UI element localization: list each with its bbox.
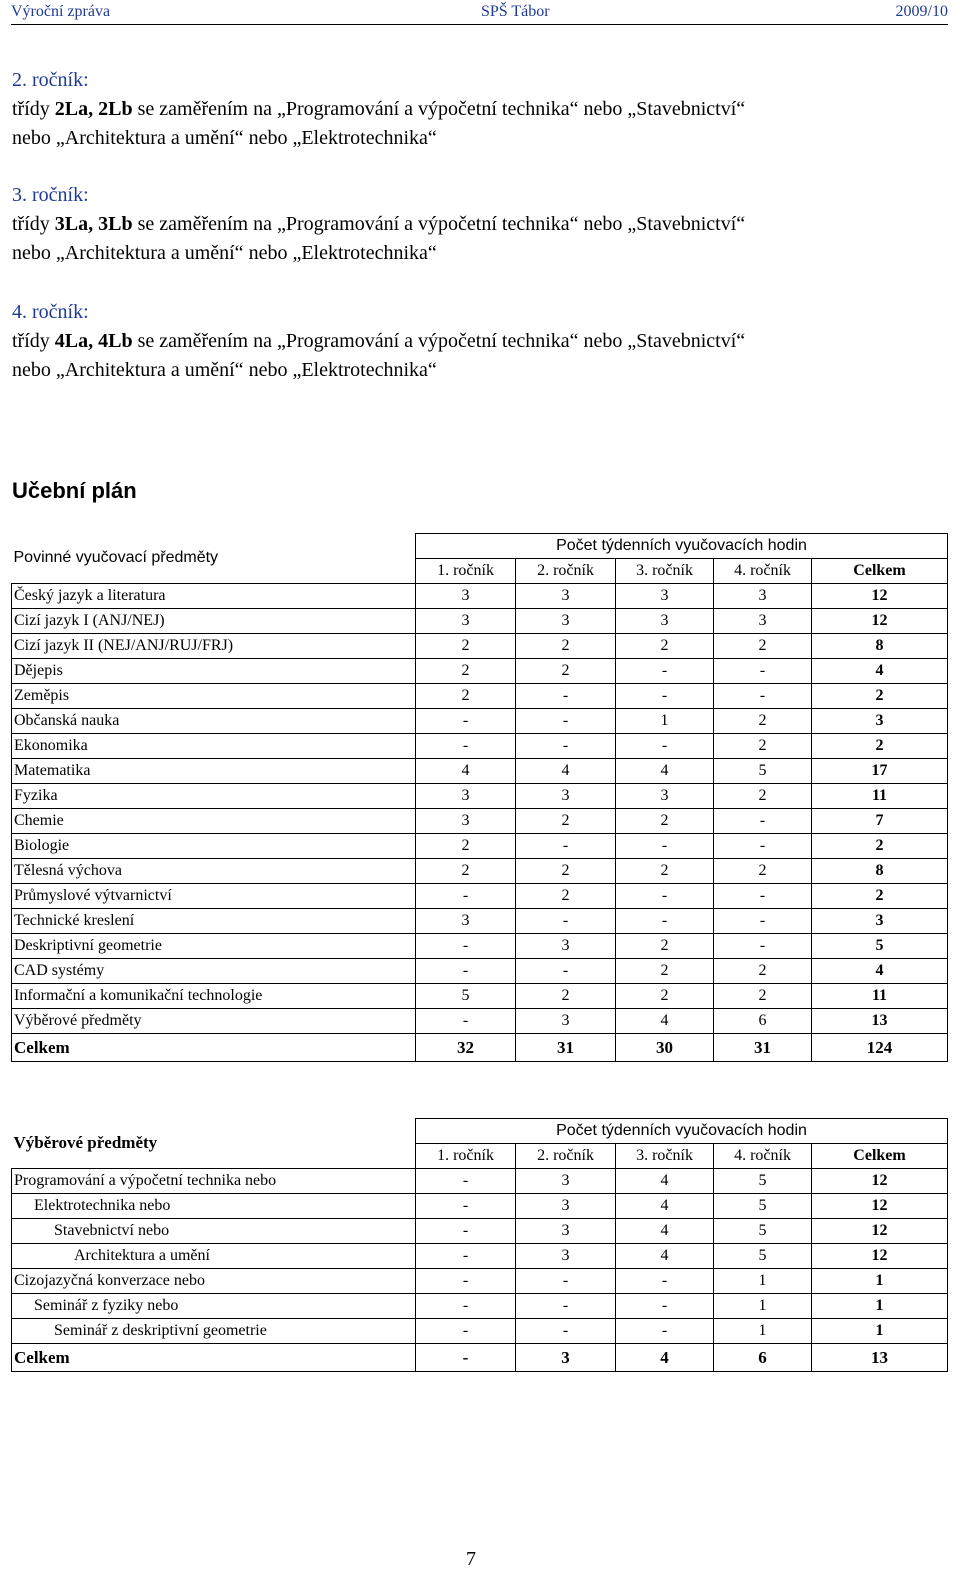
curriculum-table	[11, 533, 948, 1062]
column-header: 4. ročník	[714, 1144, 812, 1169]
hours-cell: 5	[714, 1169, 812, 1194]
hours-cell: 3	[416, 784, 516, 809]
hours-cell: 2	[516, 634, 616, 659]
hours-cell: 12	[812, 1194, 948, 1219]
table-row	[12, 1169, 948, 1194]
hours-cell: 3	[812, 709, 948, 734]
hours-cell: -	[416, 1294, 516, 1319]
subject-cell: Zeměpis	[12, 684, 416, 709]
hours-cell: 2	[714, 734, 812, 759]
total-row	[12, 1034, 948, 1062]
hours-cell: 12	[812, 609, 948, 634]
hours-cell: -	[616, 659, 714, 684]
grade-block-3	[12, 181, 942, 268]
table-row	[12, 859, 948, 884]
electives-table	[11, 1118, 948, 1372]
hours-cell: 2	[812, 834, 948, 859]
hours-cell: 2	[516, 859, 616, 884]
total-cell: 32	[416, 1034, 516, 1062]
grade-block-4	[12, 298, 942, 385]
hours-cell: -	[714, 659, 812, 684]
table-row	[12, 634, 948, 659]
column-header: 1. ročník	[416, 559, 516, 584]
subject-cell: Průmyslové výtvarnictví	[12, 884, 416, 909]
hours-cell: 13	[812, 1009, 948, 1034]
table-row	[12, 884, 948, 909]
subject-cell: Chemie	[12, 809, 416, 834]
hours-cell: 2	[714, 709, 812, 734]
hours-cell: -	[616, 1294, 714, 1319]
hours-cell: 2	[616, 984, 714, 1009]
total-cell: 13	[812, 1344, 948, 1372]
hours-cell: 2	[416, 834, 516, 859]
hours-cell: 3	[714, 609, 812, 634]
hours-cell: 11	[812, 984, 948, 1009]
hours-cell: 3	[416, 909, 516, 934]
hours-cell: 3	[616, 784, 714, 809]
subject-cell: Tělesná výchova	[12, 859, 416, 884]
header-middle: SPŠ Tábor	[481, 3, 550, 20]
hours-cell: 1	[714, 1294, 812, 1319]
hours-cell: 6	[714, 1009, 812, 1034]
hours-cell: -	[516, 684, 616, 709]
hours-cell: 4	[616, 759, 714, 784]
table-row	[12, 1194, 948, 1219]
hours-cell: 5	[714, 1194, 812, 1219]
hours-cell: 1	[714, 1269, 812, 1294]
table-row	[12, 959, 948, 984]
hours-cell: 2	[616, 934, 714, 959]
table-row	[12, 609, 948, 634]
subject-cell: Stavebnictví nebo	[12, 1219, 416, 1244]
column-header: Celkem	[812, 1144, 948, 1169]
table-row	[12, 784, 948, 809]
hours-cell: -	[416, 1244, 516, 1269]
hours-cell: 2	[516, 984, 616, 1009]
hours-cell: 2	[416, 859, 516, 884]
hours-cell: 2	[516, 809, 616, 834]
hours-cell: 4	[416, 759, 516, 784]
total-cell: 30	[616, 1034, 714, 1062]
column-header-subjects: Povinné vyučovací předměty	[12, 534, 416, 584]
table-row	[12, 984, 948, 1009]
hours-cell: -	[416, 1269, 516, 1294]
hours-cell: 4	[616, 1009, 714, 1034]
hours-cell: -	[416, 709, 516, 734]
column-header: 3. ročník	[616, 1144, 714, 1169]
hours-cell: 3	[616, 609, 714, 634]
hours-cell: -	[714, 884, 812, 909]
hours-cell: -	[516, 909, 616, 934]
hours-cell: 3	[416, 584, 516, 609]
subject-cell: Občanská nauka	[12, 709, 416, 734]
total-cell: -	[416, 1344, 516, 1372]
hours-cell: 3	[516, 1244, 616, 1269]
table-row	[12, 1319, 948, 1344]
hours-cell: -	[616, 734, 714, 759]
grade-line: třídy 3La, 3Lb se zaměřením na „Programování a výpočetní technika“ nebo „Stavebnictví“	[12, 213, 746, 235]
hours-cell: -	[416, 934, 516, 959]
hours-cell: 2	[714, 984, 812, 1009]
hours-cell: 3	[812, 909, 948, 934]
hours-cell: -	[616, 909, 714, 934]
hours-cell: -	[714, 809, 812, 834]
hours-cell: 3	[714, 584, 812, 609]
hours-cell: 12	[812, 1244, 948, 1269]
column-header: 3. ročník	[616, 559, 714, 584]
subject-cell: Elektrotechnika nebo	[12, 1194, 416, 1219]
total-cell: 31	[714, 1034, 812, 1062]
hours-cell: -	[714, 934, 812, 959]
hours-cell: 2	[812, 884, 948, 909]
hours-cell: -	[516, 1319, 616, 1344]
hours-cell: 2	[714, 784, 812, 809]
hours-cell: -	[416, 1169, 516, 1194]
hours-cell: 4	[616, 1169, 714, 1194]
grade-line2: nebo „Architektura a umění“ nebo „Elektrotechnika“	[12, 127, 437, 149]
hours-cell: -	[714, 834, 812, 859]
subject-cell: Výběrové předměty	[12, 1009, 416, 1034]
hours-cell: 5	[714, 1219, 812, 1244]
hours-cell: 1	[812, 1269, 948, 1294]
hours-cell: -	[516, 834, 616, 859]
hours-cell: -	[714, 909, 812, 934]
subject-cell: CAD systémy	[12, 959, 416, 984]
table-row	[12, 734, 948, 759]
hours-cell: 2	[714, 959, 812, 984]
grade-title: 4. ročník:	[12, 301, 89, 323]
subject-cell: Fyzika	[12, 784, 416, 809]
hours-cell: -	[416, 734, 516, 759]
hours-cell: 5	[812, 934, 948, 959]
section-title: Učební plán	[12, 478, 137, 503]
table-header-row	[12, 1119, 948, 1144]
hours-cell: 2	[812, 684, 948, 709]
total-cell: 3	[516, 1344, 616, 1372]
page-number: 7	[466, 1548, 476, 1570]
table-row	[12, 659, 948, 684]
subject-cell: Architektura a umění	[12, 1244, 416, 1269]
hours-cell: 2	[516, 884, 616, 909]
hours-cell: -	[616, 1319, 714, 1344]
column-header: 2. ročník	[516, 559, 616, 584]
hours-cell: 4	[616, 1219, 714, 1244]
table-header-row	[12, 534, 948, 559]
hours-cell: -	[516, 959, 616, 984]
grade-line2: nebo „Architektura a umění“ nebo „Elektrotechnika“	[12, 242, 437, 264]
table-row	[12, 759, 948, 784]
hours-cell: 4	[812, 659, 948, 684]
subject-cell: Matematika	[12, 759, 416, 784]
hours-cell: 12	[812, 1169, 948, 1194]
hours-cell: -	[416, 1194, 516, 1219]
hours-cell: -	[616, 1269, 714, 1294]
hours-cell: -	[714, 684, 812, 709]
hours-cell: 1	[812, 1319, 948, 1344]
hours-cell: 8	[812, 859, 948, 884]
hours-cell: 8	[812, 634, 948, 659]
column-group-header: Počet týdenních vyučovacích hodin	[416, 1119, 948, 1144]
hours-cell: 2	[616, 634, 714, 659]
table-row	[12, 809, 948, 834]
hours-cell: -	[416, 1009, 516, 1034]
subject-cell: Cizí jazyk II (NEJ/ANJ/RUJ/FRJ)	[12, 634, 416, 659]
hours-cell: -	[616, 884, 714, 909]
subject-cell: Ekonomika	[12, 734, 416, 759]
total-cell: 6	[714, 1344, 812, 1372]
subject-cell: Cizojazyčná konverzace nebo	[12, 1269, 416, 1294]
hours-cell: 2	[416, 684, 516, 709]
hours-cell: 3	[516, 609, 616, 634]
hours-cell: 4	[516, 759, 616, 784]
subject-cell: Seminář z fyziky nebo	[12, 1294, 416, 1319]
hours-cell: 1	[616, 709, 714, 734]
column-header: Celkem	[812, 559, 948, 584]
hours-cell: 2	[416, 659, 516, 684]
total-row	[12, 1344, 948, 1372]
table-row	[12, 684, 948, 709]
hours-cell: -	[516, 734, 616, 759]
hours-cell: 4	[616, 1194, 714, 1219]
column-header-electives: Výběrové předměty	[12, 1119, 416, 1169]
hours-cell: 3	[516, 934, 616, 959]
hours-cell: 3	[516, 1219, 616, 1244]
hours-cell: 17	[812, 759, 948, 784]
table-row	[12, 584, 948, 609]
hours-cell: 2	[714, 859, 812, 884]
hours-cell: 5	[714, 1244, 812, 1269]
hours-cell: -	[516, 709, 616, 734]
hours-cell: 4	[616, 1244, 714, 1269]
hours-cell: -	[616, 684, 714, 709]
total-cell: 4	[616, 1344, 714, 1372]
header-left: Výroční zpráva	[11, 3, 111, 20]
total-label: Celkem	[12, 1344, 416, 1372]
hours-cell: 12	[812, 584, 948, 609]
hours-cell: 3	[616, 584, 714, 609]
hours-cell: 2	[616, 959, 714, 984]
column-group-header: Počet týdenních vyučovacích hodin	[416, 534, 948, 559]
subject-cell: Dějepis	[12, 659, 416, 684]
subject-cell: Český jazyk a literatura	[12, 584, 416, 609]
grade-title: 3. ročník:	[12, 184, 89, 206]
hours-cell: 3	[516, 584, 616, 609]
table-row	[12, 1219, 948, 1244]
total-cell: 31	[516, 1034, 616, 1062]
hours-cell: -	[416, 1319, 516, 1344]
column-header: 2. ročník	[516, 1144, 616, 1169]
hours-cell: 11	[812, 784, 948, 809]
hours-cell: 4	[812, 959, 948, 984]
table-row	[12, 1269, 948, 1294]
table-row	[12, 1294, 948, 1319]
hours-cell: 2	[416, 634, 516, 659]
page-header	[11, 0, 948, 25]
hours-cell: 3	[516, 784, 616, 809]
hours-cell: -	[516, 1294, 616, 1319]
hours-cell: 5	[416, 984, 516, 1009]
hours-cell: 12	[812, 1219, 948, 1244]
table-row	[12, 834, 948, 859]
subject-cell: Seminář z deskriptivní geometrie	[12, 1319, 416, 1344]
hours-cell: 7	[812, 809, 948, 834]
hours-cell: 2	[616, 809, 714, 834]
table-row	[12, 709, 948, 734]
hours-cell: 2	[516, 659, 616, 684]
grade-line: třídy 4La, 4Lb se zaměřením na „Programování a výpočetní technika“ nebo „Stavebnictví“	[12, 330, 746, 352]
header-right: 2009/10	[895, 3, 948, 20]
column-header: 4. ročník	[714, 559, 812, 584]
hours-cell: -	[416, 959, 516, 984]
subject-cell: Biologie	[12, 834, 416, 859]
hours-cell: 2	[616, 859, 714, 884]
hours-cell: -	[416, 1219, 516, 1244]
hours-cell: 3	[416, 609, 516, 634]
hours-cell: 5	[714, 759, 812, 784]
hours-cell: 2	[714, 634, 812, 659]
hours-cell: -	[516, 1269, 616, 1294]
hours-cell: 1	[812, 1294, 948, 1319]
hours-cell: 3	[516, 1194, 616, 1219]
grade-block-2	[12, 66, 942, 153]
hours-cell: 2	[812, 734, 948, 759]
hours-cell: -	[416, 884, 516, 909]
grade-line2: nebo „Architektura a umění“ nebo „Elektrotechnika“	[12, 359, 437, 381]
subject-cell: Programování a výpočetní technika nebo	[12, 1169, 416, 1194]
subject-cell: Deskriptivní geometrie	[12, 934, 416, 959]
hours-cell: 3	[516, 1009, 616, 1034]
grade-line: třídy 2La, 2Lb se zaměřením na „Programování a výpočetní technika“ nebo „Stavebnictví“	[12, 98, 746, 120]
table-row	[12, 934, 948, 959]
table-row	[12, 1244, 948, 1269]
table-row	[12, 909, 948, 934]
hours-cell: 3	[416, 809, 516, 834]
total-label: Celkem	[12, 1034, 416, 1062]
table-row	[12, 1009, 948, 1034]
hours-cell: 3	[516, 1169, 616, 1194]
total-cell: 124	[812, 1034, 948, 1062]
hours-cell: 1	[714, 1319, 812, 1344]
hours-cell: -	[616, 834, 714, 859]
grade-title: 2. ročník:	[12, 69, 89, 91]
column-header: 1. ročník	[416, 1144, 516, 1169]
subject-cell: Technické kreslení	[12, 909, 416, 934]
subject-cell: Cizí jazyk I (ANJ/NEJ)	[12, 609, 416, 634]
subject-cell: Informační a komunikační technologie	[12, 984, 416, 1009]
